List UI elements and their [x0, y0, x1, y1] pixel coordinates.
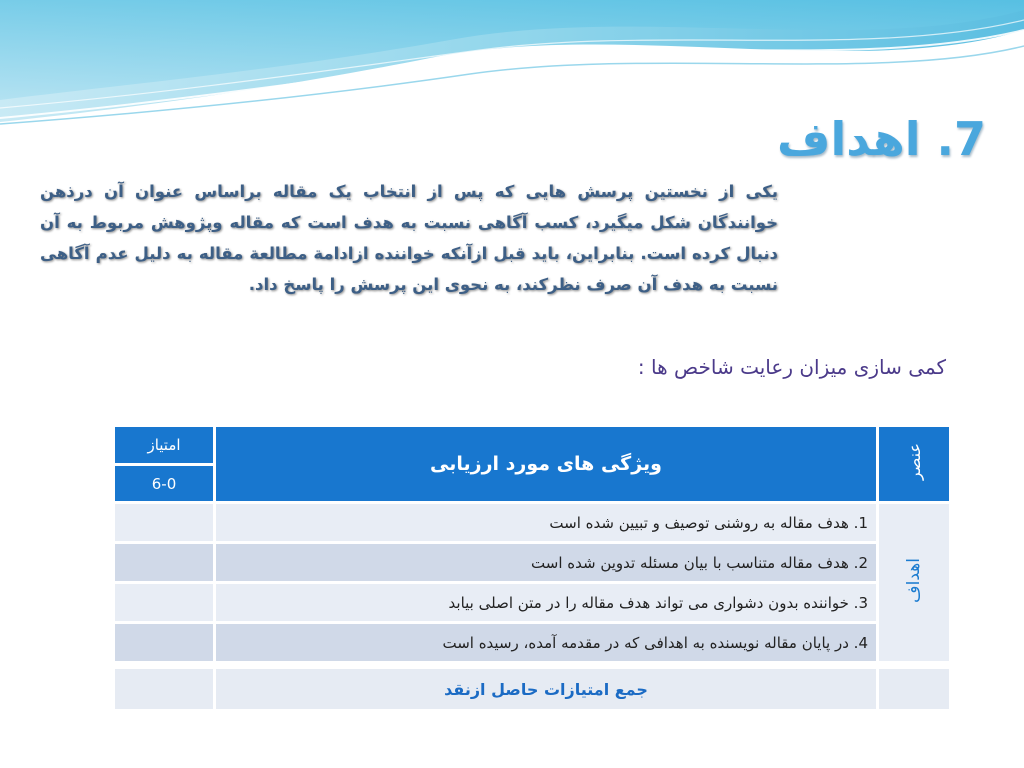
item-number: 1.	[853, 513, 868, 532]
subheading: کمی سازی میزان رعایت شاخص ها :	[637, 355, 946, 379]
item-text: هدف مقاله متناسب با بیان مسئله تدوین شده است	[531, 553, 849, 572]
score-cell-2[interactable]	[115, 544, 213, 581]
item-number: 3.	[853, 593, 868, 612]
evaluation-table	[112, 424, 952, 712]
slide-title: 7. اهداف	[777, 112, 986, 166]
table-header-row	[115, 427, 949, 463]
score-header-label: امتیاز	[115, 427, 213, 463]
element-header-label: عنصر	[904, 443, 924, 481]
score-cell-1[interactable]	[115, 504, 213, 541]
total-score-cell[interactable]	[115, 669, 213, 709]
item-number: 4.	[853, 633, 868, 652]
table-gap	[115, 664, 949, 666]
total-row	[115, 669, 949, 709]
table-row	[115, 624, 949, 661]
table-row	[115, 584, 949, 621]
criteria-header-cell: ویژگی های مورد ارزیابی	[216, 427, 876, 501]
score-cell-3[interactable]	[115, 584, 213, 621]
item-number: 2.	[853, 553, 868, 572]
table-row	[115, 504, 949, 541]
criterion-item-1	[216, 504, 876, 541]
criterion-item-3	[216, 584, 876, 621]
total-element-cell	[879, 669, 949, 709]
item-text: در پایان مقاله نویسنده به اهدافی که در مقدمه آمده، رسیده است	[442, 633, 849, 652]
element-cell	[879, 504, 949, 661]
header-wave-decoration	[0, 0, 1024, 125]
score-cell-4[interactable]	[115, 624, 213, 661]
table-row	[115, 544, 949, 581]
intro-paragraph: یکی از نخستین پرسش هایی که پس از انتخاب یک مقاله براساس عنوان آن درذهن خوانندگان شکل میگیرد، کسب آگاهی نسبت به هدف است که مقاله وپژوهش مربوط به آن دنبال کرده است. بنابراین، باید قبل ازآنکه خواننده ازادامة مطالعة مقاله به دلیل عدم آگاهی نسبت به هدف آن صرف نظرکند، به نحوی این پرسش را پاسخ داد.	[40, 182, 778, 294]
item-text: هدف مقاله به روشنی توصیف و تبیین شده است	[549, 513, 849, 532]
item-text: خواننده بدون دشواری می تواند هدف مقاله را در متن اصلی بیابد	[448, 593, 849, 612]
total-label: جمع امتیازات حاصل ازنقد	[216, 669, 876, 709]
score-range-label: 6-0	[115, 466, 213, 501]
criterion-item-2	[216, 544, 876, 581]
element-name: اهداف	[904, 558, 924, 603]
element-header-cell	[879, 427, 949, 501]
criterion-item-4	[216, 624, 876, 661]
